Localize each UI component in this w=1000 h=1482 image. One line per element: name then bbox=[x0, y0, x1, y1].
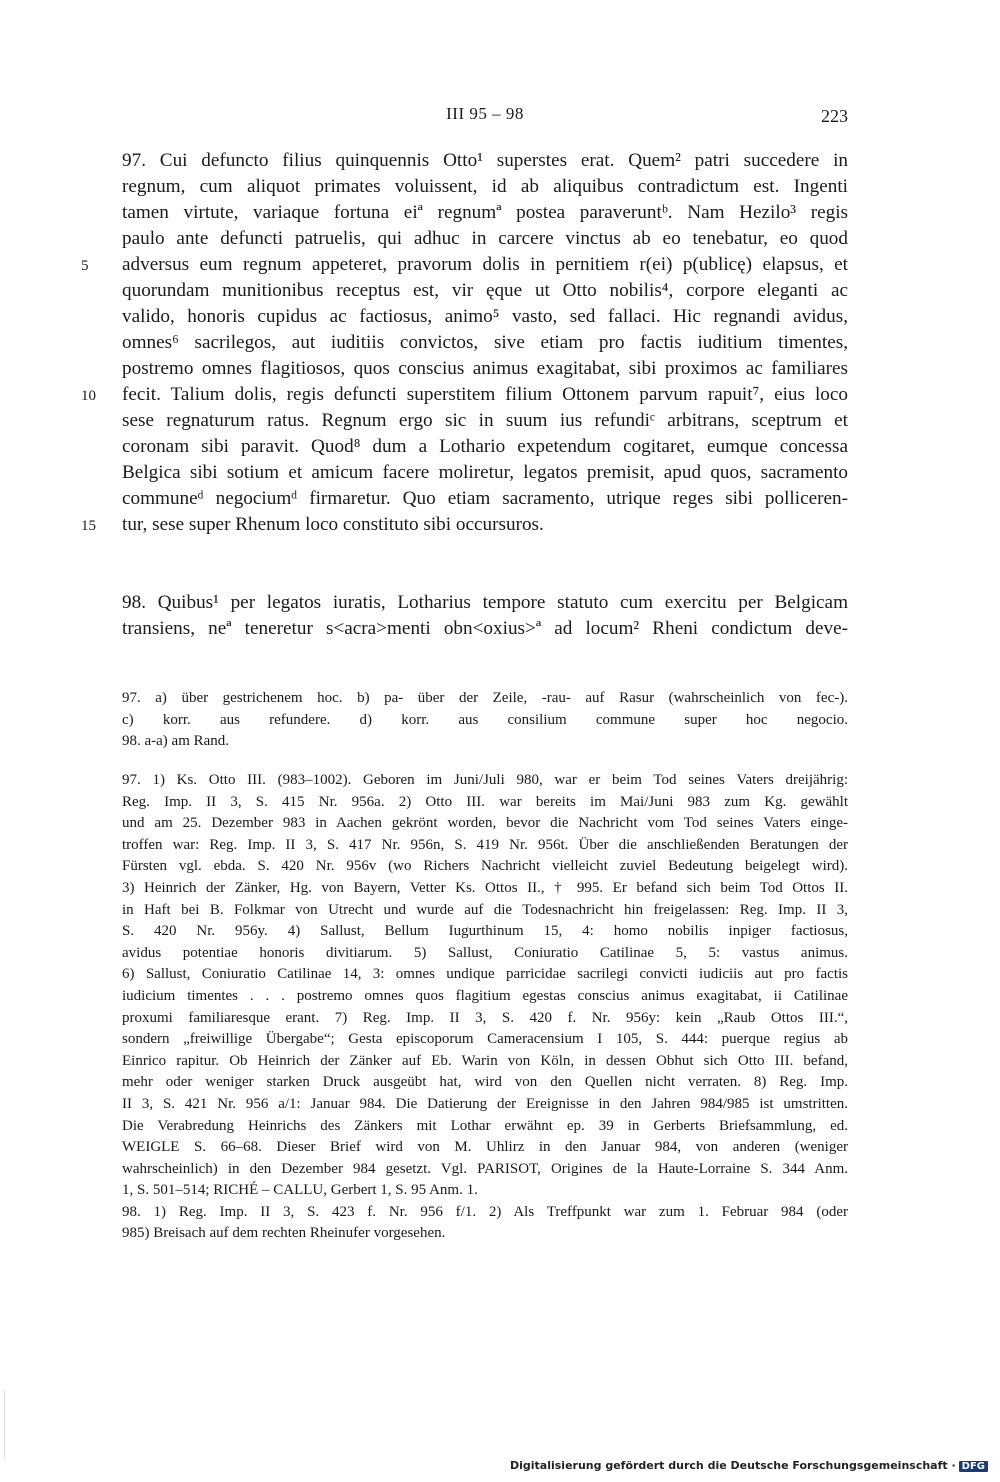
commentary-notes bbox=[122, 770, 848, 1245]
note-line: WEIGLE S. 66–68. Dieser Brief wird von M. Uhlirz in den Januar 984, von anderen (weniger bbox=[122, 1139, 848, 1156]
text-line: 5 adversus eum regnum appeteret, pravorum dolis in pernitiem r(ei) p(ublicę) elapsus, et bbox=[122, 252, 848, 278]
apparatus-line: 98. a-a) am Rand. bbox=[122, 733, 230, 749]
critical-apparatus bbox=[122, 688, 848, 753]
text-line: omnes⁶ sacrilegos, aut iuditiis convictos, sive etiam pro factis iuditium timentes, bbox=[122, 332, 848, 353]
note-line: und am 25. Dezember 983 in Aachen gekrönt worden, bevor die Nachricht vom Tod seines Vaters einge- bbox=[122, 815, 848, 832]
page-number: 223 bbox=[821, 106, 848, 126]
dfg-logo: DFG bbox=[959, 1461, 988, 1472]
line-number: 10 bbox=[81, 388, 96, 404]
note-line: S. 420 Nr. 956y. 4) Sallust, Bellum Iugurthinum 15, 4: homo nobilis inpiger factiosus, bbox=[122, 923, 848, 940]
note-line: avidus potentiae honoris divitiarum. 5) Sallust, Coniuratio Catilinae 5, 5: vastus animus. bbox=[122, 944, 848, 961]
line-number: 15 bbox=[81, 518, 96, 534]
note-line: troffen war: Reg. Imp. II 3, S. 417 Nr. 956n, S. 419 Nr. 956t. Über die anschließenden Beratungen der bbox=[122, 836, 848, 853]
note-line: Die Verabredung Heinrichs des Zänkers mit Lothar erwähnt ep. 39 in Gerberts Briefsammlung, ed. bbox=[122, 1117, 848, 1134]
text-line: 98. Quibus¹ per legatos iuratis, Lotharius tempore statuto cum exercitu per Belgicam bbox=[122, 592, 848, 613]
text-line: 97. Cui defuncto filius quinquennis Otto¹ superstes erat. Quem² patri succedere in bbox=[122, 150, 848, 171]
note-line: Fürsten vgl. ebda. S. 420 Nr. 956v (wo Richers Nachricht vielleicht zuviel Bedeutung beigelegt wird). bbox=[122, 858, 848, 875]
note-line: 1, S. 501–514; RICHÉ – CALLU, Gerbert 1, S. 95 Anm. 1. bbox=[122, 1182, 478, 1199]
note-line: proxumi familiaresque erant. 7) Reg. Imp. II 3, S. 420 f. Nr. 956y: kein „Raub Ottos III.“, bbox=[122, 1009, 848, 1026]
note-line: 97. 1) Ks. Otto III. (983–1002). Geboren im Juni/Juli 980, war er beim Tod seines Vaters dreijährig: bbox=[122, 772, 848, 788]
text-line: 10 fecit. Talium dolis, regis defuncti superstitem filium Ottonem parvum rapuit⁷, eius loco bbox=[122, 382, 848, 408]
text-line: tamen virtute, variaque fortuna eiª regnumª postea paraveruntᵇ. Nam Hezilo³ regis bbox=[122, 202, 848, 223]
note-line: sondern „freiwillige Übergabe“; Gesta episcoporum Cameracensium I 105, S. 444: puerque regius ab bbox=[122, 1031, 848, 1048]
line-number: 5 bbox=[81, 258, 89, 274]
text-line: coronam sibi paravit. Quod⁸ dum a Lothario expetendum cogitaret, eumque concessa bbox=[122, 436, 848, 457]
note-line: 3) Heinrich der Zänker, Hg. von Bayern, Vetter Ks. Ottos II., † 995. Er befand sich beim Tod Ottos II. bbox=[122, 879, 848, 896]
text-line: communeᵈ negociumᵈ firmaretur. Quo etiam sacramento, utrique reges sibi polliceren- bbox=[122, 488, 848, 509]
note-line: II 3, S. 421 Nr. 956 a/1: Januar 984. Die Datierung der Ereignisse in den Jahren 984/985 ist umstritten. bbox=[122, 1095, 848, 1112]
text-line: sese regnaturum ratus. Regnum ergo sic in suum ius refundiᶜ arbitrans, sceptrum et bbox=[122, 410, 848, 431]
note-line: in Haft bei B. Folkmar von Utrecht und wurde auf die Todesnachricht hin freigelassen: Reg. Imp. II 3, bbox=[122, 901, 848, 918]
text-line: quorundam munitionibus receptus est, vir ęque ut Otto nobilis⁴, corpore eleganti ac bbox=[122, 280, 848, 301]
chapter-97-text bbox=[81, 148, 848, 538]
apparatus-line: 97. a) über gestrichenem hoc. b) pa- über der Zeile, -rau- auf Rasur (wahrscheinlich von fec-). bbox=[122, 690, 848, 706]
scan-edge-mark bbox=[4, 1390, 5, 1460]
chapter-98-text bbox=[122, 590, 848, 642]
text-line: Belgica sibi sotium et amicum facere moliretur, legatos premisit, apud quos, sacramento bbox=[122, 462, 848, 483]
apparatus-line: c) korr. aus refundere. d) korr. aus consilium commune super hoc negocio. bbox=[122, 711, 848, 728]
running-title: III 95 – 98 bbox=[446, 104, 524, 123]
text-line: paulo ante defuncti patruelis, qui adhuc in carcere vinctus ab eo tenebatur, eo quod bbox=[122, 228, 848, 249]
note-line: Reg. Imp. II 3, S. 415 Nr. 956a. 2) Otto III. war bereits im Mai/Juni 983 zum Kg. gewählt bbox=[122, 793, 848, 810]
text-line: regnum, cum aliquot primates voluissent, id ab aliquibus contradictum est. Ingenti bbox=[122, 176, 848, 197]
text-line: transiens, neª teneretur s<acra>menti obn<oxius>ª ad locum² Rheni condictum deve- bbox=[122, 618, 848, 639]
digitization-footer bbox=[510, 1459, 988, 1472]
note-line: 6) Sallust, Coniuratio Catilinae 14, 3: omnes undique parricidae sacrilegi convicti iudiciis aut pro factis bbox=[122, 966, 848, 983]
note-line: iudicium timentes . . . postremo omnes quos flagitium egestas conscius animus exagitabat, ii Catilinae bbox=[122, 987, 848, 1004]
note-line: Einrico rapitur. Ob Heinrich der Zänker auf Eb. Warin von Köln, in dessen Obhut sich Otto III. befand, bbox=[122, 1052, 848, 1069]
text-line: postremo omnes flagitiosos, quos conscius animus exagitabat, sibi proximos ac familiares bbox=[122, 358, 848, 379]
note-line: 98. 1) Reg. Imp. II 3, S. 423 f. Nr. 956 f/1. 2) Als Treffpunkt war zum 1. Februar 984 (oder bbox=[122, 1203, 848, 1220]
running-header bbox=[122, 104, 848, 130]
footer-text: Digitalisierung gefördert durch die Deutsche Forschungsgemeinschaft · bbox=[509, 1459, 956, 1472]
text-line: 15 tur, sese super Rhenum loco constituto sibi occursuros. bbox=[122, 512, 848, 538]
note-line: wahrscheinlich) in den Dezember 984 gesetzt. Vgl. PARISOT, Origines de la Haute-Lorraine S. 344 Anm. bbox=[122, 1160, 848, 1177]
note-line: mehr oder weniger starken Druck ausgeübt hat, wird von den Quellen nicht verraten. 8) Reg. Imp. bbox=[122, 1074, 848, 1091]
note-line: 985) Breisach auf dem rechten Rheinufer vorgesehen. bbox=[122, 1225, 446, 1242]
text-line: valido, honoris cupidus ac factiosus, animo⁵ vasto, sed fallaci. Hic regnandi avidus, bbox=[122, 306, 848, 327]
